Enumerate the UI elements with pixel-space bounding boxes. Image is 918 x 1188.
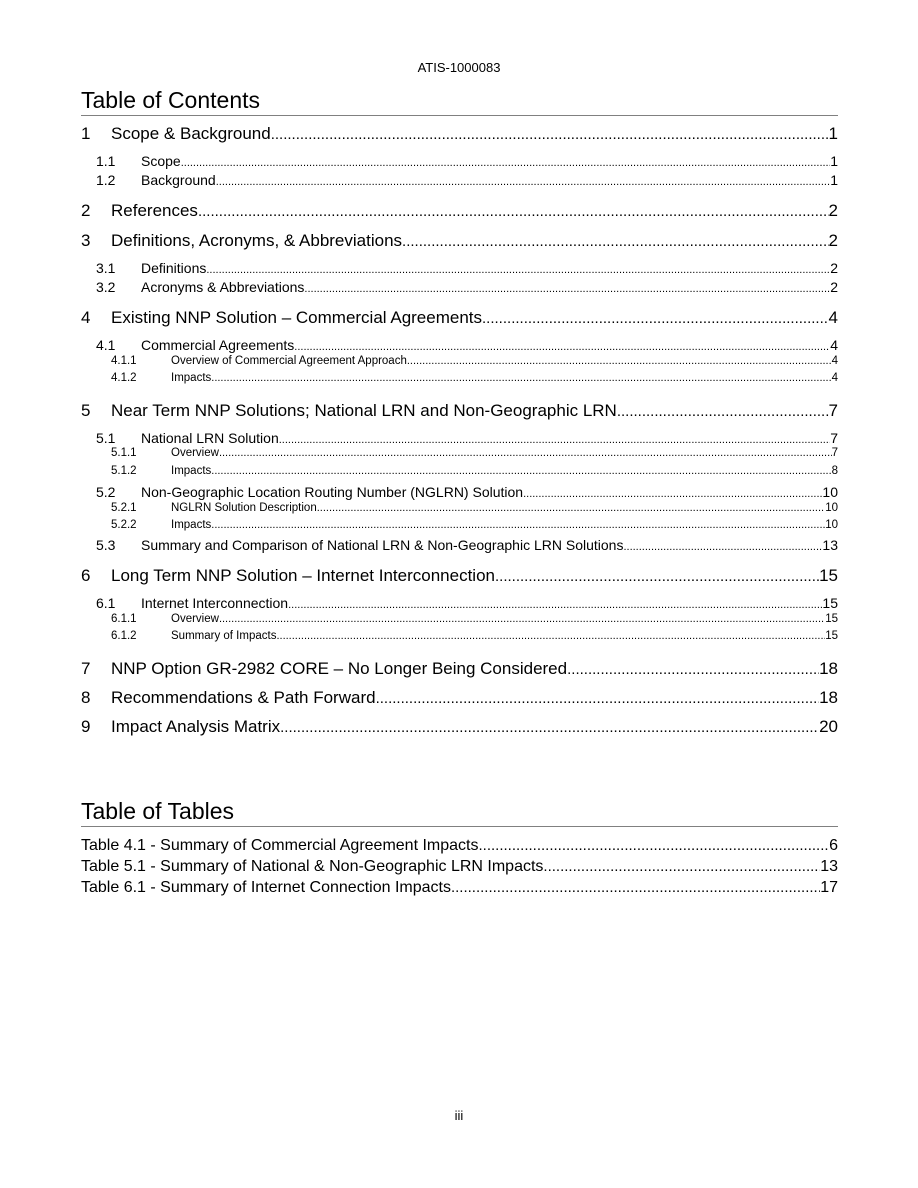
table-list-entry[interactable] xyxy=(81,837,838,855)
toc-dot-leader xyxy=(407,355,832,367)
toc-entry-title: Impacts xyxy=(171,465,212,477)
toc-entry[interactable] xyxy=(81,595,838,611)
toc-dot-leader xyxy=(317,502,825,514)
toc-entry-title: Impacts xyxy=(171,372,212,384)
toc-entry-title: National LRN Solution xyxy=(141,430,279,446)
toc-entry-number: 1 xyxy=(81,124,91,143)
toc-entry-title: NNP Option GR-2982 CORE – No Longer Being Considered xyxy=(111,659,568,678)
toc-dot-leader xyxy=(617,403,829,420)
toc-entry-title: Internet Interconnection xyxy=(141,595,289,611)
toc-entry-title: Overview xyxy=(171,613,219,625)
toc-entry-number: 5.1.1 xyxy=(111,447,137,459)
toc-entry-number: 5.2 xyxy=(96,484,116,500)
toc-dot-leader xyxy=(294,341,830,353)
toc-dot-leader xyxy=(211,465,831,477)
toc-dot-leader xyxy=(279,434,830,446)
toc-entry-number: 1.2 xyxy=(96,172,116,188)
toc-entry-page: 15 xyxy=(822,595,838,611)
toc-entry[interactable] xyxy=(81,613,838,625)
table-entry-page: 13 xyxy=(820,858,838,875)
toc-entry-page: 1 xyxy=(830,172,838,188)
toc-dot-leader xyxy=(211,519,825,531)
toc-entry-number: 5 xyxy=(81,401,91,420)
toc-heading: Table of Contents xyxy=(81,86,838,116)
toc-entry-page: 7 xyxy=(831,447,838,459)
table-dot-leader xyxy=(543,858,820,875)
toc-entry-number: 3.2 xyxy=(96,279,116,295)
toc-entry-title: Overview xyxy=(171,447,219,459)
table-list-entry[interactable] xyxy=(81,858,838,876)
toc-entry[interactable] xyxy=(81,308,838,328)
toc-entry-number: 9 xyxy=(81,717,91,736)
toc-entry-title: Background xyxy=(141,172,216,188)
toc-entry[interactable] xyxy=(81,519,838,531)
toc-entry-title: Summary and Comparison of National LRN & Non-Geographic LRN Solutions xyxy=(141,537,624,553)
table-of-tables-heading: Table of Tables xyxy=(81,797,838,827)
toc-entry-page: 2 xyxy=(828,231,838,250)
table-entry-page: 17 xyxy=(820,879,838,896)
toc-dot-leader xyxy=(523,488,822,500)
toc-entry-title: Acronyms & Abbreviations xyxy=(141,279,305,295)
toc-dot-leader xyxy=(198,203,829,220)
toc-entry[interactable] xyxy=(81,484,838,500)
toc-entry[interactable] xyxy=(81,372,838,384)
toc-entry[interactable] xyxy=(81,717,838,737)
page-number: iii xyxy=(454,1108,464,1123)
table-dot-leader xyxy=(451,879,820,896)
toc-entry-number: 7 xyxy=(81,659,91,678)
toc-entry-number: 6 xyxy=(81,566,91,585)
toc-entry[interactable] xyxy=(81,659,838,679)
toc-entry-title: Existing NNP Solution – Commercial Agreements xyxy=(111,308,483,327)
toc-entry[interactable] xyxy=(81,401,838,421)
toc-entry-page: 8 xyxy=(831,465,838,477)
toc-entry-page: 4 xyxy=(831,355,838,367)
toc-entry-page: 4 xyxy=(830,337,838,353)
toc-dot-leader xyxy=(482,310,829,327)
toc-entry-number: 6.1.1 xyxy=(111,613,137,625)
toc-entry-page: 15 xyxy=(819,566,838,585)
toc-dot-leader xyxy=(206,264,830,276)
toc-entry-number: 3 xyxy=(81,231,91,250)
toc-entry-number: 8 xyxy=(81,688,91,707)
toc-dot-leader xyxy=(402,233,829,250)
toc-entry-number: 5.1.2 xyxy=(111,465,137,477)
toc-entry-number: 5.3 xyxy=(96,537,116,553)
toc-entry-title: Non-Geographic Location Routing Number (NGLRN) Solution xyxy=(141,484,524,500)
toc-entry-page: 1 xyxy=(828,124,838,143)
toc-entry[interactable] xyxy=(81,337,838,353)
toc-dot-leader xyxy=(567,661,819,678)
toc-entry[interactable] xyxy=(81,430,838,446)
toc-entry-page: 10 xyxy=(825,519,838,531)
toc-entry[interactable] xyxy=(81,231,838,251)
toc-entry-number: 3.1 xyxy=(96,260,116,276)
toc-entry-number: 2 xyxy=(81,201,91,220)
toc-dot-leader xyxy=(216,176,830,188)
toc-dot-leader xyxy=(280,719,819,736)
toc-entry[interactable] xyxy=(81,260,838,276)
table-dot-leader xyxy=(478,837,829,854)
toc-entry-page: 2 xyxy=(828,201,838,220)
toc-dot-leader xyxy=(495,568,819,585)
table-entry-title: Table 5.1 - Summary of National & Non-Geographic LRN Impacts xyxy=(81,858,544,875)
table-entry-title: Table 4.1 - Summary of Commercial Agreement Impacts xyxy=(81,837,479,854)
toc-entry-title: Overview of Commercial Agreement Approach xyxy=(171,355,407,367)
toc-entry[interactable] xyxy=(81,465,838,477)
toc-dot-leader xyxy=(376,690,820,707)
toc-entry-number: 1.1 xyxy=(96,153,116,169)
toc-entry-title: Near Term NNP Solutions; National LRN and Non-Geographic LRN xyxy=(111,401,617,420)
toc-section xyxy=(81,86,838,736)
toc-dot-leader xyxy=(288,599,822,611)
toc-dot-leader xyxy=(211,372,831,384)
toc-entry-page: 4 xyxy=(831,372,838,384)
toc-entry-number: 5.2.1 xyxy=(111,502,137,514)
toc-entry-page: 13 xyxy=(822,537,838,553)
toc-entry-page: 7 xyxy=(828,401,838,420)
toc-dot-leader xyxy=(181,157,831,169)
document-id-header: ATIS-1000083 xyxy=(417,60,501,75)
toc-entry-title: Long Term NNP Solution – Internet Interconnection xyxy=(111,566,495,585)
toc-dot-leader xyxy=(219,613,825,625)
toc-dot-leader xyxy=(304,283,830,295)
toc-entry[interactable] xyxy=(81,447,838,459)
toc-entry[interactable] xyxy=(81,502,838,514)
toc-entry-title: NGLRN Solution Description xyxy=(171,502,317,514)
toc-entry-title: Impacts xyxy=(171,519,212,531)
toc-entry-title: Commercial Agreements xyxy=(141,337,295,353)
table-entry-title: Table 6.1 - Summary of Internet Connection Impacts xyxy=(81,879,451,896)
toc-entry[interactable] xyxy=(81,201,838,221)
toc-entry[interactable] xyxy=(81,688,838,708)
table-of-tables-section xyxy=(81,797,838,896)
toc-entry[interactable] xyxy=(81,630,838,642)
toc-entry-page: 15 xyxy=(825,630,838,642)
toc-entry-page: 18 xyxy=(819,659,838,678)
toc-entry-title: Scope & Background xyxy=(111,124,271,143)
toc-entry-number: 5.2.2 xyxy=(111,519,137,531)
toc-dot-leader xyxy=(219,447,832,459)
toc-entry-page: 20 xyxy=(819,717,838,736)
toc-entry-page: 4 xyxy=(828,308,838,327)
toc-entry-page: 10 xyxy=(825,502,838,514)
toc-entry-page: 15 xyxy=(825,613,838,625)
toc-entry-title: Scope xyxy=(141,153,181,169)
toc-entry-page: 7 xyxy=(830,430,838,446)
toc-entry[interactable] xyxy=(81,124,838,144)
toc-dot-leader xyxy=(623,541,822,553)
toc-entry-page: 2 xyxy=(830,279,838,295)
toc-entry[interactable] xyxy=(81,355,838,367)
toc-entry[interactable] xyxy=(81,566,838,586)
toc-entry-number: 4.1.1 xyxy=(111,355,137,367)
toc-entry-title: Impact Analysis Matrix xyxy=(111,717,281,736)
table-entry-page: 6 xyxy=(829,837,838,854)
toc-entry[interactable] xyxy=(81,153,838,169)
toc-dot-leader xyxy=(276,630,825,642)
toc-entry-page: 2 xyxy=(830,260,838,276)
table-list-entry[interactable] xyxy=(81,879,838,897)
toc-dot-leader xyxy=(271,126,829,143)
toc-entry-number: 4.1 xyxy=(96,337,116,353)
toc-entry[interactable] xyxy=(81,172,838,188)
toc-entry-number: 4.1.2 xyxy=(111,372,137,384)
toc-entry-number: 4 xyxy=(81,308,91,327)
toc-entry-title: References xyxy=(111,201,198,220)
toc-entry-title: Recommendations & Path Forward xyxy=(111,688,376,707)
toc-entry[interactable] xyxy=(81,537,838,553)
toc-entry-number: 6.1.2 xyxy=(111,630,137,642)
toc-entry[interactable] xyxy=(81,279,838,295)
toc-entry-page: 1 xyxy=(830,153,838,169)
toc-entry-page: 18 xyxy=(819,688,838,707)
toc-entry-number: 5.1 xyxy=(96,430,116,446)
toc-entry-title: Definitions, Acronyms, & Abbreviations xyxy=(111,231,403,250)
toc-entry-number: 6.1 xyxy=(96,595,116,611)
toc-entry-title: Summary of Impacts xyxy=(171,630,277,642)
toc-entry-page: 10 xyxy=(822,484,838,500)
toc-entry-title: Definitions xyxy=(141,260,207,276)
